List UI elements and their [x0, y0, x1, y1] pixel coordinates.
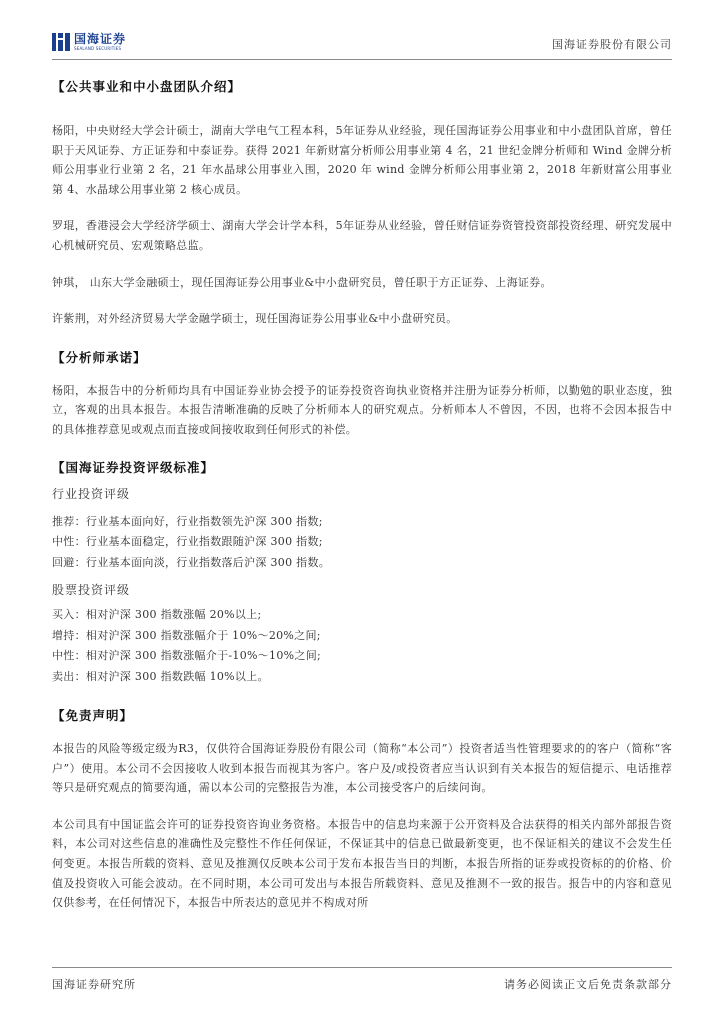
industry-rating-subtitle: 行业投资评级: [52, 486, 131, 501]
stock-rating-subtitle: 股票投资评级: [52, 583, 131, 598]
header-divider: [52, 59, 672, 60]
section-title-team: 【公共事业和中小盘团队介绍】: [52, 79, 242, 94]
stock-rating-list: [52, 605, 672, 687]
logo-icon: [52, 33, 70, 51]
analyst-promise-text: 杨阳，本报告中的分析师均具有中国证券业协会授予的证券投资咨询执业资格并注册为证券分析师，以勤勉的职业态度，独立，客观的出具本报告。本报告清晰准确的反映了分析师本人的研究观点。分析师本人不曾因，不因，也将不会因本报告中的具体推荐意见或观点而直接或间接收取到任何形式的补偿。: [52, 383, 672, 436]
stock-rating-item: 增持：相对沪深 300 指数涨幅介于 10%～20%之间;: [52, 628, 321, 642]
disclaimer-paragraph-2: 本公司具有中国证监会许可的证券投资咨询业务资格。本报告中的信息均来源于公开资料及合法获得的相关内部外部报告资料，本公司对这些信息的准确性及完整性不作任何保证，不保证其中的信息已做最新变更，也不保证相关的建议不会发生任何变更。本报告所载的资料、意见及推测仅反映本公司于发布本报告当日的判断，本报告所指的证券或投资标的的价格、价值及投资收入可能会波动。在不同时期，本公司可发出与本报告所载资料、意见及推测不一致的报告。报告中的内容和意见仅供参考，在任何情况下，本报告中所表达的意见并不构成对所: [52, 817, 672, 910]
disclaimer-paragraph-1: 本报告的风险等级定级为R3，仅供符合国海证券股份有限公司（简称“本公司”）投资者适当性管理要求的的客户（简称“客户”）使用。本公司不会因接收人收到本报告而视其为客户。客户及/或投资者应当认识到有关本报告的短信提示、电话推荐等只是研究观点的简要沟通，需以本公司的完整报告为准，本公司接受客户的后续问询。: [52, 742, 672, 795]
industry-rating-item: 回避：行业基本面向淡，行业指数落后沪深 300 指数。: [52, 555, 331, 569]
company-logo: [52, 32, 126, 52]
industry-rating-list: [52, 512, 672, 574]
section-title-promise: 【分析师承诺】: [52, 349, 147, 365]
team-bio-yangyang: 杨阳，中央财经大学会计硕士，湖南大学电气工程本科，5年证券从业经验，现任国海证券公用事业和中小盘团队首席，曾任职于天风证券、方正证券和中泰证券。获得 2021 年新财富分析师公用事业第 4 名，21 世纪金牌分析师和 Wind 金牌分析师公用事业行业第 2 名，21 年水晶球公用事业入围，2020 年 wind 金牌分析师公用事业第 2，2018 年新财富公用事业第 4、水晶球公用事业第 2 核心成员。: [52, 124, 672, 196]
team-bio-zhongqi: 钟琪， 山东大学金融硕士，现任国海证券公用事业&中小盘研究员，曾任职于方正证券、上海证券。: [52, 275, 552, 289]
report-body: [52, 78, 672, 913]
company-name: 国海证券股份有限公司: [552, 38, 672, 51]
footer-institute: 国海证券研究所: [52, 978, 136, 991]
page-header: [52, 30, 672, 56]
section-title-rating: 【国海证券投资评级标准】: [52, 459, 215, 475]
section-title-disclaimer: 【免责声明】: [52, 708, 134, 724]
logo-name-cn: 国海证券: [74, 32, 127, 46]
team-bio-xuzijing: 许紫荆，对外经济贸易大学金融学硕士，现任国海证券公用事业&中小盘研究员。: [52, 312, 458, 326]
stock-rating-item: 买入：相对沪深 300 指数涨幅 20%以上;: [52, 608, 262, 622]
stock-rating-item: 中性：相对沪深 300 指数涨幅介于-10%～10%之间;: [52, 649, 322, 663]
logo-name-en: SEALAND SECURITIES: [74, 46, 122, 51]
industry-rating-item: 推荐：行业基本面向好，行业指数领先沪深 300 指数;: [52, 514, 323, 528]
footer-divider: [52, 967, 672, 968]
industry-rating-item: 中性：行业基本面稳定，行业指数跟随沪深 300 指数;: [52, 535, 323, 549]
stock-rating-item: 卖出：相对沪深 300 指数跌幅 10%以上。: [52, 669, 269, 683]
team-bio-luokun: 罗琨，香港浸会大学经济学硕士、湖南大学会计学本科，5年证券从业经验，曾任财信证券资管投资部投资经理、研究发展中心机械研究员、宏观策略总监。: [52, 219, 672, 252]
footer-disclaimer-note: 请务必阅读正文后免责条款部分: [504, 978, 672, 991]
